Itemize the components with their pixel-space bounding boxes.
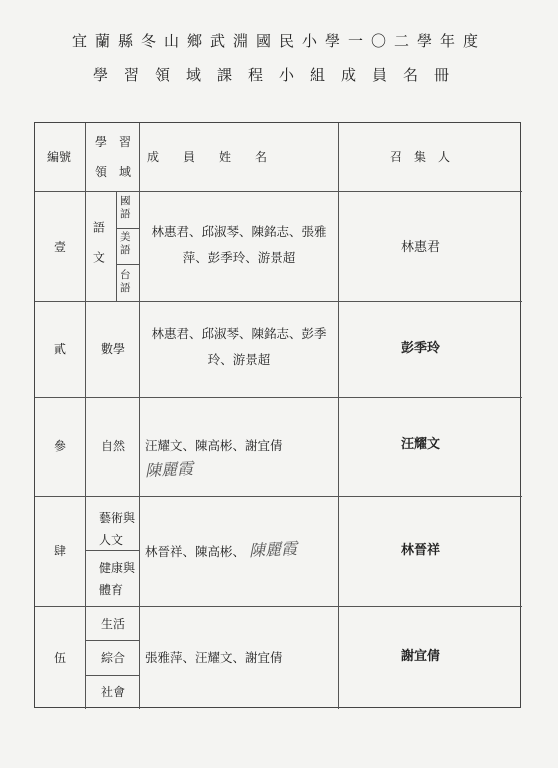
row-5-sub-area-3: 社會	[101, 685, 126, 699]
row-3-convener: 汪耀文	[401, 437, 441, 452]
row-4-handwritten-name: 陳麗霞	[248, 538, 298, 561]
row-4-sub-area-1: 藝術與人文	[99, 511, 136, 547]
header-number: 編號	[47, 150, 72, 164]
row-1-area-group: 語文	[91, 221, 106, 281]
row-1-sub-area-2: 美語	[120, 231, 131, 256]
members-table	[34, 122, 521, 708]
row-4-number: 肆	[54, 544, 67, 558]
row-2-area: 數學	[101, 342, 126, 356]
row-1-members: 林惠君、邱淑琴、陳銘志、張雅萍、彭季玲、游景超	[151, 224, 327, 265]
row-2-convener: 彭季玲	[401, 341, 441, 356]
header-area-bottom: 領 域	[95, 165, 132, 179]
row-1-sub-area-3: 台語	[120, 269, 131, 294]
row-2-members: 林惠君、邱淑琴、陳銘志、彭季玲、游景超	[151, 326, 327, 367]
row-5-sub-area-2: 綜合	[101, 651, 126, 665]
row-3-number: 參	[54, 439, 67, 453]
header-members: 成 員 姓 名	[147, 150, 268, 164]
row-3-members: 汪耀文、陳高彬、謝宜倩	[145, 438, 283, 453]
document-subtitle: 學習領域課程小組成員名冊	[92, 66, 465, 84]
row-1-sub-area-1: 國語	[120, 195, 131, 220]
header-area-top: 學 習	[95, 135, 132, 149]
row-5-convener: 謝宜倩	[401, 649, 441, 664]
row-5-members: 張雅萍、汪耀文、謝宜倩	[145, 650, 283, 665]
row-4-convener: 林晉祥	[401, 543, 441, 558]
row-1-convener: 林惠君	[401, 240, 441, 255]
document-title: 宜蘭縣冬山鄉武淵國民小學一〇二學年度	[71, 32, 486, 50]
row-1-number: 壹	[54, 240, 67, 254]
row-4-sub-area-2: 健康與體育	[99, 561, 136, 597]
row-3-area: 自然	[101, 439, 126, 453]
row-5-sub-area-1: 生活	[101, 617, 126, 631]
row-5-number: 伍	[54, 651, 67, 665]
header-convener: 召 集 人	[390, 150, 451, 164]
row-2-number: 貳	[54, 342, 67, 356]
row-3-handwritten-name: 陳麗霞	[144, 458, 194, 481]
row-4-members: 林晉祥、陳高彬、	[145, 544, 246, 559]
